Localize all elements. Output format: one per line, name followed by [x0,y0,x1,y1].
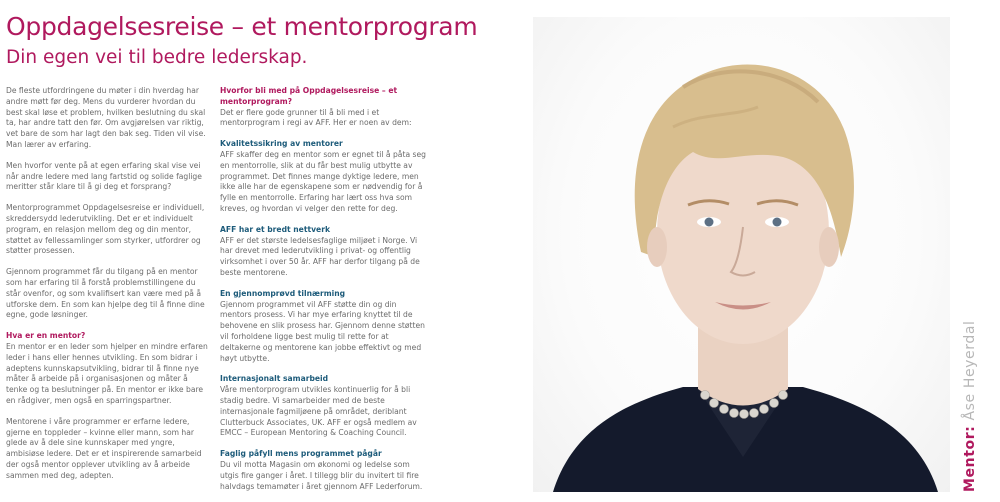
section-why-join [220,86,428,129]
paragraph: Gjennom programmet får du tilgang på en mentor som har erfaring til å forstå problemstillingene du står ovenfor, og som kvalifisert kan være med på å utforske dem. En som kan hjelpe deg til å finne dine egne, gode løsninger. [6,267,205,320]
section-heading: Faglig påfyll mens programmet pågår [220,449,382,459]
section-text: Gjennom programmet vil AFF støtte din og din mentors prosess. Vi har mye erfaring knyttet til de behovene en slik prosess har. Gjennom denne støtten vil forholdene ligge best mulig til rette for at deltakerne og mentorene kan jobbe effektivt og med høyt utbytte. [220,299,425,363]
section-heading: Internasjonalt samarbeid [220,374,329,384]
section-heading-what-is-mentor: Hva er en mentor? [6,331,86,341]
caption-name: Åse Heyerdal [962,320,978,421]
section-heading-why-join: Hvorfor bli med på Oppdagelsesreise – et mentorprogram? [220,86,398,106]
paragraph: Mentorene i våre programmer er erfarne ledere, gjerne en toppleder – kvinne eller mann, som har glede av å dele sine kunnskaper med yngre, ambisiøse ledere. Det er et inspirerende samarbeid der også mentor opplever utvikling av å arbeide sammen med deg, adepten. [6,416,202,480]
photo-caption [954,320,980,495]
section-heading: En gjennomprøvd tilnærming [220,288,346,298]
text-column-right [220,86,428,502]
section-proven-approach [220,289,428,365]
section-international [220,374,428,439]
paragraph: De fleste utfordringene du møter i din hverdag har andre møtt før deg. Mens du vurderer hvordan du best skal løse et problem, hvilken beslutning du skal ta, har andre tatt den før. Om avgjørelsen var riktig, vet bare de som har lagt den bak seg. Tiden vil vise. Man lærer av erfaring. [6,86,206,149]
caption-label: Mentor: [962,425,978,492]
section-professional-input [220,449,428,492]
section-text: Det er flere gode grunner til å bli med i et mentorprogram i regi av AFF. Her er noen av dem: [220,107,412,128]
paragraph: Men hvorfor vente på at egen erfaring skal vise vei når andre ledere med lang fartstid og solide faglige meritter står klare til å gi deg et forsprang? [6,160,202,192]
mentor-portrait-photo [533,17,950,492]
section-heading: AFF har et bredt nettverk [220,224,330,234]
page-title: Oppdagelsesreise – et mentorprogram [6,12,478,41]
section-text: Våre mentorprogram utvikles kontinuerlig for å bli stadig bedre. Vi samarbeider med de beste internasjonale fagmiljøene på området, deriblant Clutterbuck Associates, UK. AFF er også medlem av EMCC – European Mentoring & Coaching Council. [220,385,417,438]
section-text: Du vil motta Magasin om økonomi og ledelse som utgis fire ganger i året. I tillegg blir du invitert til fire halvdags temamøter i året gjennom AFF Lederforum. [220,459,423,491]
text-column-left [6,86,210,492]
caption-text [957,320,983,492]
section-text: AFF skaffer deg en mentor som er egnet til å påta seg en mentorrolle, slik at du får best mulig utbytte av programmet. Det finnes mange dyktige ledere, men ikke alle har de egenskapene som er nødvendig for å fylle en mentorrolle. Erfaring har lært oss hva som kreves, og hvordan vi velger den rette for deg. [220,149,426,213]
paragraph: En mentor er en leder som hjelper en mindre erfaren leder i hans eller hennes utvikling. En som bidrar i adeptens kunnskapsutvikling, bidrar til å finne nye måter å arbeide på i organisasjonen og måter å tenke og ta beslutninger på. En mentor er ikke bare en rådgiver, men også en sparringspartner. [6,341,208,405]
section-text: AFF er det største ledelsesfaglige miljøet i Norge. Vi har drevet med lederutvikling i privat- og offentlig virksomhet i over 50 år. AFF har derfor tilgang på de beste mentorene. [220,235,420,277]
section-heading: Kvalitetssikring av mentorer [220,139,343,149]
section-quality-assurance [220,139,428,215]
portrait-illustration [533,17,950,492]
page-subtitle: Din egen vei til bedre lederskap. [6,47,308,68]
paragraph: Mentorprogrammet Oppdagelsesreise er individuell, skreddersydd lederutvikling. Det er et individuelt program, en relasjon mellom deg og din mentor, støttet av fellessamlinger som styrker, utfordrer og støtter prosessen. [6,203,205,256]
section-network [220,225,428,279]
